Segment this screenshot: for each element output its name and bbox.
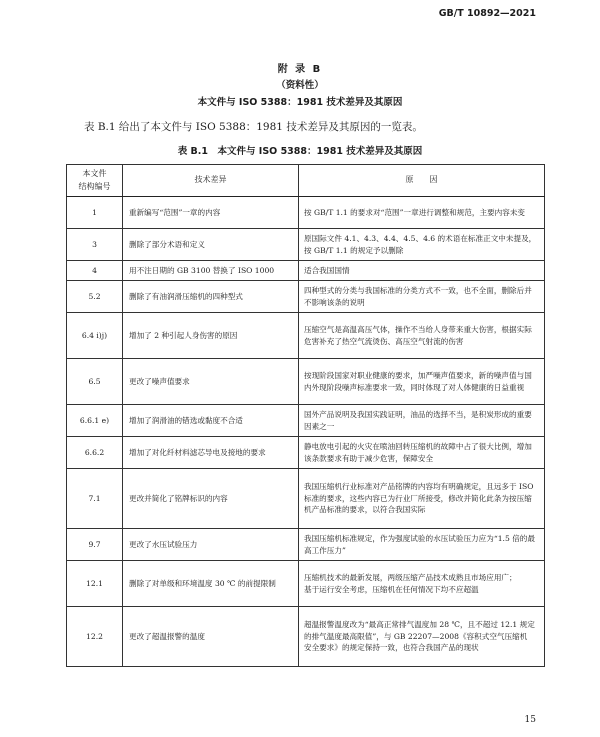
- row-difference: 重新编写“范围”一章的内容: [123, 197, 299, 229]
- page-number: 15: [524, 715, 536, 725]
- row-id: 6.4 i)j): [67, 313, 123, 359]
- table-row: [67, 229, 545, 261]
- row-id: 6.6.2: [67, 437, 123, 469]
- row-id: 9.7: [67, 529, 123, 561]
- row-id: 1: [67, 197, 123, 229]
- table-row: [67, 261, 545, 281]
- annex-nature: （资料性）: [276, 80, 324, 91]
- row-id: 5.2: [67, 281, 123, 313]
- row-reason: 超温报警温度改为“最高正常排气温度加 28 ℃，且不超过 12.1 规定的排气温度最高限值”，与 GB 22207—2008《容积式空气压缩机 安全要求》的规定保持一致，也符合我国产品的现状: [299, 607, 545, 667]
- table-caption: 表 B.1 本文件与 ISO 5388：1981 技术差异及其原因: [177, 146, 423, 157]
- header-reason: 原 因: [299, 165, 545, 197]
- row-reason: 原国际文件 4.1、4.3、4.4、4.5、4.6 的术语在标准正文中未提及，按 GB/T 1.1 的规定予以删除: [299, 229, 545, 261]
- row-difference: 增加了 2 种引起人身伤害的原因: [123, 313, 299, 359]
- row-reason: 四种型式的分类与我国标准的分类方式不一致，也不全面，删除后并不影响该条的说明: [299, 281, 545, 313]
- table-row: [67, 529, 545, 561]
- row-reason: 按 GB/T 1.1 的要求对“范围”一章进行调整和规范，主要内容未变: [299, 197, 545, 229]
- table-row: [67, 469, 545, 529]
- row-difference: 更改并简化了铭牌标识的内容: [123, 469, 299, 529]
- row-difference: 删除了部分术语和定义: [123, 229, 299, 261]
- table-row: [67, 313, 545, 359]
- header-structure-no: 本文件 结构编号: [67, 165, 123, 197]
- table-row: [67, 281, 545, 313]
- table-row: [67, 561, 545, 607]
- row-id: 7.1: [67, 469, 123, 529]
- row-reason: 压缩空气是高温高压气体，操作不当给人身带来重大伤害，根据实际危害补充了热空气流烫伤、高压空气射流的伤害: [299, 313, 545, 359]
- row-id: 3: [67, 229, 123, 261]
- annex-title: 附 录 B: [277, 64, 323, 75]
- row-difference: 更改了超温报警的温度: [123, 607, 299, 667]
- row-difference: 删除了对单级和环境温度 30 ℃ 的前提限制: [123, 561, 299, 607]
- table-row: [67, 359, 545, 405]
- table-header-row: [67, 165, 545, 197]
- table-row: [67, 197, 545, 229]
- row-reason: 按现阶段国家对职业健康的要求，加严噪声值要求，新的噪声值与国内外现阶段噪声标准要求一致，同时体现了对人体健康的日益重视: [299, 359, 545, 405]
- row-id: 6.5: [67, 359, 123, 405]
- row-reason: 国外产品说明及我国实践证明，油品的选择不当，是积炭形成的重要因素之一: [299, 405, 545, 437]
- intro-paragraph: 表 B.1 给出了本文件与 ISO 5388：1981 技术差异及其原因的一览表。: [84, 121, 423, 133]
- row-reason: 静电放电引起的火灾在喷油回转压缩机的故障中占了很大比例，增加该条款要求有助于减少危害，保障安全: [299, 437, 545, 469]
- row-id: 6.6.1 e): [67, 405, 123, 437]
- header-tech-difference: 技术差异: [123, 165, 299, 197]
- row-reason: 我国压缩机标准规定，作为强度试验的水压试验压力应为“1.5 倍的最高工作压力”: [299, 529, 545, 561]
- row-reason: 压缩机技术的最新发展，两级压缩产品技术成熟且市场应用广； 基于运行安全考虑，压缩机在任何情况下均不应超温: [299, 561, 545, 607]
- row-difference: 更改了水压试验压力: [123, 529, 299, 561]
- row-difference: 用不注日期的 GB 3100 替换了 ISO 1000: [123, 261, 299, 281]
- row-reason: 适合我国国情: [299, 261, 545, 281]
- table-row: [67, 405, 545, 437]
- standard-number: GB/T 10892—2021: [438, 8, 536, 19]
- differences-table: [66, 164, 545, 667]
- row-difference: 删除了有油润滑压缩机的四种型式: [123, 281, 299, 313]
- annex-heading: 本文件与 ISO 5388：1981 技术差异及其原因: [197, 97, 403, 108]
- row-difference: 增加了润滑油的错选或黏度不合适: [123, 405, 299, 437]
- row-id: 12.2: [67, 607, 123, 667]
- table-row: [67, 437, 545, 469]
- row-difference: 增加了对化纤材料滤芯导电及接地的要求: [123, 437, 299, 469]
- row-reason: 我国压缩机行业标准对产品铭牌的内容均有明确规定，且远多于 ISO 标准的要求，这些内容已为行业厂所接受，修改并简化此条为按压缩机产品标准的要求，以符合我国实际: [299, 469, 545, 529]
- table-row: [67, 607, 545, 667]
- row-difference: 更改了噪声值要求: [123, 359, 299, 405]
- row-id: 4: [67, 261, 123, 281]
- row-id: 12.1: [67, 561, 123, 607]
